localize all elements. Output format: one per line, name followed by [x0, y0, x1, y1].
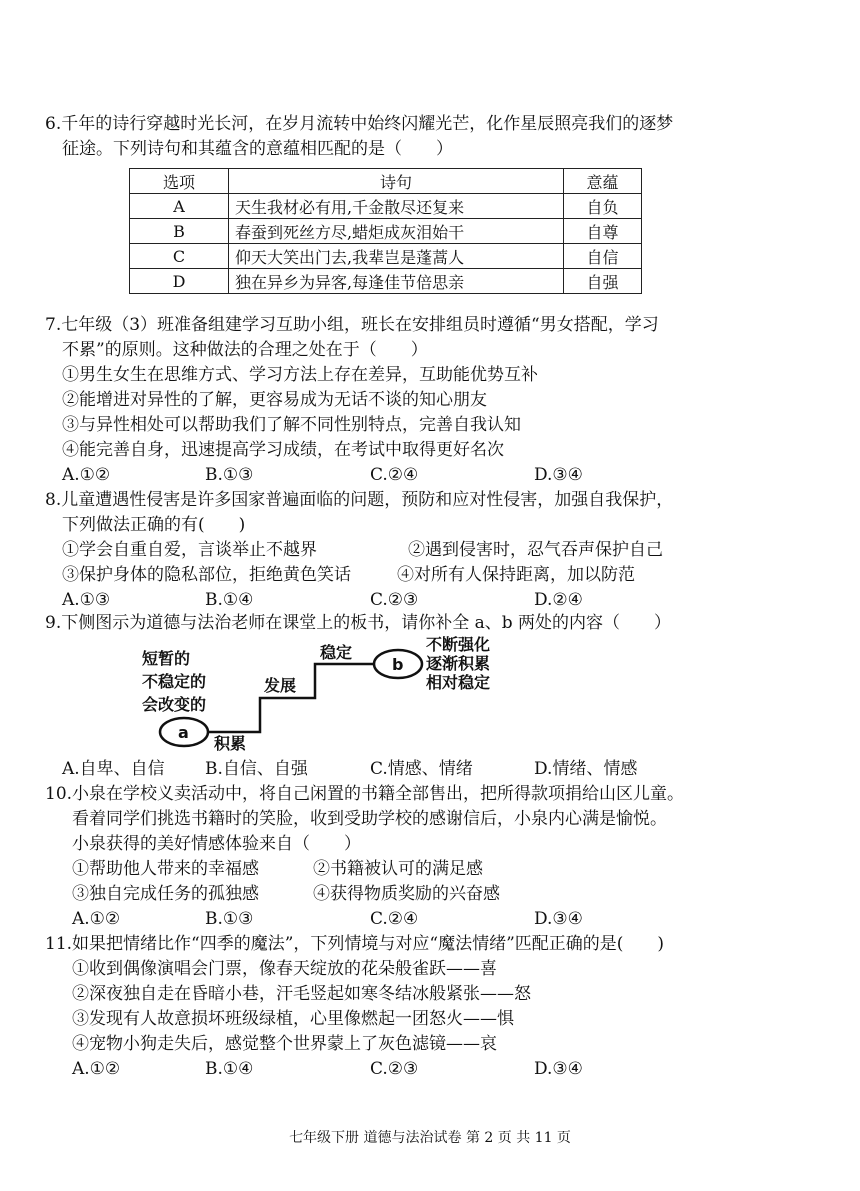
table-cell: 自强 — [564, 269, 642, 294]
q6-options-table — [129, 168, 642, 294]
table-cell: A — [130, 194, 229, 219]
q9-stem-line1: 9.下侧图示为道德与法治老师在课堂上的板书，请你补全 a、b 两处的内容（ ） — [45, 613, 672, 633]
table-cell: 自信 — [564, 244, 642, 269]
table-cell: C — [130, 244, 229, 269]
q9-choice-a[interactable]: A.自卑、自信 — [62, 759, 165, 779]
diagram-step-label-3: 稳定 — [320, 643, 353, 662]
q7-choice-d[interactable]: D.③④ — [534, 465, 583, 485]
q8-stem-line1: 8.儿童遭遇性侵害是许多国家普遍面临的问题，预防和应对性侵害，加强自我保护， — [45, 490, 674, 510]
table-header: 意蕴 — [564, 169, 642, 194]
q11-choice-a[interactable]: A.①② — [72, 1059, 121, 1079]
table-cell: 自负 — [564, 194, 642, 219]
diagram-circle-a-label: a — [178, 723, 189, 742]
page-footer: 七年级下册 道德与法治试卷 第 2 页 共 11 页 — [289, 1130, 571, 1146]
q10-choice-d[interactable]: D.③④ — [534, 909, 583, 929]
q8-item-2: ②遇到侵害时，忍气吞声保护自己 — [408, 540, 663, 560]
q7-item-3: ③与异性相处可以帮助我们了解不同性别特点，完善自我认知 — [62, 415, 521, 435]
table-header-row — [130, 169, 642, 194]
q10-item-3: ③独自完成任务的孤独感 — [72, 884, 259, 904]
q6-stem-line1: 6.千年的诗行穿越时光长河，在岁月流转中始终闪耀光芒，化作星辰照亮我们的逐梦 — [45, 114, 674, 134]
q8-item-3: ③保护身体的隐私部位，拒绝黄色笑话 — [62, 565, 351, 585]
table-header: 诗句 — [229, 169, 564, 194]
q8-item-1: ①学会自重自爱，言谈举止不越界 — [62, 540, 317, 560]
table-row — [130, 219, 642, 244]
diagram-step-label-1: 积累 — [214, 734, 247, 753]
q9-blackboard-diagram — [140, 636, 520, 754]
diagram-right-text-2: 逐渐积累 — [426, 654, 491, 673]
table-row — [130, 194, 642, 219]
q11-item-4: ④宠物小狗走失后，感觉整个世界蒙上了灰色滤镜——哀 — [72, 1034, 497, 1054]
table-cell: 独在异乡为异客,每逢佳节倍思亲 — [229, 269, 564, 294]
q11-item-3: ③发现有人故意损坏班级绿植，心里像燃起一团怒火——惧 — [72, 1009, 514, 1029]
table-header: 选项 — [130, 169, 229, 194]
q11-item-1: ①收到偶像演唱会门票，像春天绽放的花朵般雀跃——喜 — [72, 959, 497, 979]
q10-stem-line2: 看着同学们挑选书籍时的笑脸，收到受助学校的感谢信后，小泉内心满是愉悦。 — [72, 809, 667, 829]
diagram-left-text-1: 短暂的 — [142, 649, 191, 668]
diagram-right-text-3: 相对稳定 — [426, 673, 491, 692]
table-cell: D — [130, 269, 229, 294]
q7-item-2: ②能增进对异性的了解，更容易成为无话不谈的知心朋友 — [62, 390, 487, 410]
q8-item-4: ④对所有人保持距离，加以防范 — [397, 565, 635, 585]
q10-item-1: ①帮助他人带来的幸福感 — [72, 859, 259, 879]
table-row — [130, 244, 642, 269]
q7-choice-b[interactable]: B.①③ — [205, 465, 254, 485]
table-cell: 春蚕到死丝方尽,蜡炬成灰泪始干 — [229, 219, 564, 244]
q10-stem-line1: 10.小泉在学校义卖活动中，将自己闲置的书籍全部售出，把所得款项捐给山区儿童。 — [45, 784, 685, 804]
q10-stem-line3: 小泉获得的美好情感体验来自（ ） — [72, 834, 361, 854]
q8-choice-b[interactable]: B.①④ — [205, 590, 254, 610]
diagram-step-label-2: 发展 — [264, 676, 297, 695]
q9-choice-c[interactable]: C.情感、情绪 — [370, 759, 473, 779]
q11-choice-b[interactable]: B.①④ — [205, 1059, 254, 1079]
q7-stem-line2: 不累”的原则。这种做法的合理之处在于（ ） — [62, 340, 428, 360]
q7-item-1: ①男生女生在思维方式、学习方法上存在差异，互助能优势互补 — [62, 365, 538, 385]
q9-choice-b[interactable]: B.自信、自强 — [205, 759, 308, 779]
q10-choice-a[interactable]: A.①② — [72, 909, 121, 929]
diagram-right-text-1: 不断强化 — [426, 636, 491, 654]
table-cell: 仰天大笑出门去,我辈岂是蓬蒿人 — [229, 244, 564, 269]
q10-item-4: ④获得物质奖励的兴奋感 — [313, 884, 500, 904]
q7-stem-line1: 7.七年级（3）班准备组建学习互助小组，班长在安排组员时遵循“男女搭配，学习 — [45, 315, 659, 335]
diagram-left-text-3: 会改变的 — [142, 695, 207, 714]
diagram-left-text-2: 不稳定的 — [142, 672, 207, 691]
q10-item-2: ②书籍被认可的满足感 — [313, 859, 483, 879]
q7-item-4: ④能完善自身，迅速提高学习成绩，在考试中取得更好名次 — [62, 440, 504, 460]
q10-choice-b[interactable]: B.①③ — [205, 909, 254, 929]
q8-choice-d[interactable]: D.②④ — [534, 590, 583, 610]
table-cell: B — [130, 219, 229, 244]
q9-choice-d[interactable]: D.情绪、情感 — [534, 759, 638, 779]
q7-choice-c[interactable]: C.②④ — [370, 465, 419, 485]
diagram-circle-b-label: b — [392, 655, 404, 674]
q7-choice-a[interactable]: A.①② — [62, 465, 111, 485]
q8-choice-c[interactable]: C.②③ — [370, 590, 419, 610]
q8-stem-line2: 下列做法正确的有( ) — [62, 515, 246, 535]
q8-choice-a[interactable]: A.①③ — [62, 590, 111, 610]
diagram-staircase — [208, 664, 375, 732]
table-cell: 天生我材必有用,千金散尽还复来 — [229, 194, 564, 219]
q6-stem-line2: 征途。下列诗句和其蕴含的意蕴相匹配的是（ ） — [62, 139, 453, 159]
q11-choice-d[interactable]: D.③④ — [534, 1059, 583, 1079]
q11-choice-c[interactable]: C.②③ — [370, 1059, 419, 1079]
q11-item-2: ②深夜独自走在昏暗小巷，汗毛竖起如寒冬结冰般紧张——怒 — [72, 984, 531, 1004]
q10-choice-c[interactable]: C.②④ — [370, 909, 419, 929]
table-cell: 自尊 — [564, 219, 642, 244]
table-row — [130, 269, 642, 294]
q11-stem-line1: 11.如果把情绪比作“四季的魔法”，下列情境与对应“魔法情绪”匹配正确的是( ) — [45, 934, 665, 954]
